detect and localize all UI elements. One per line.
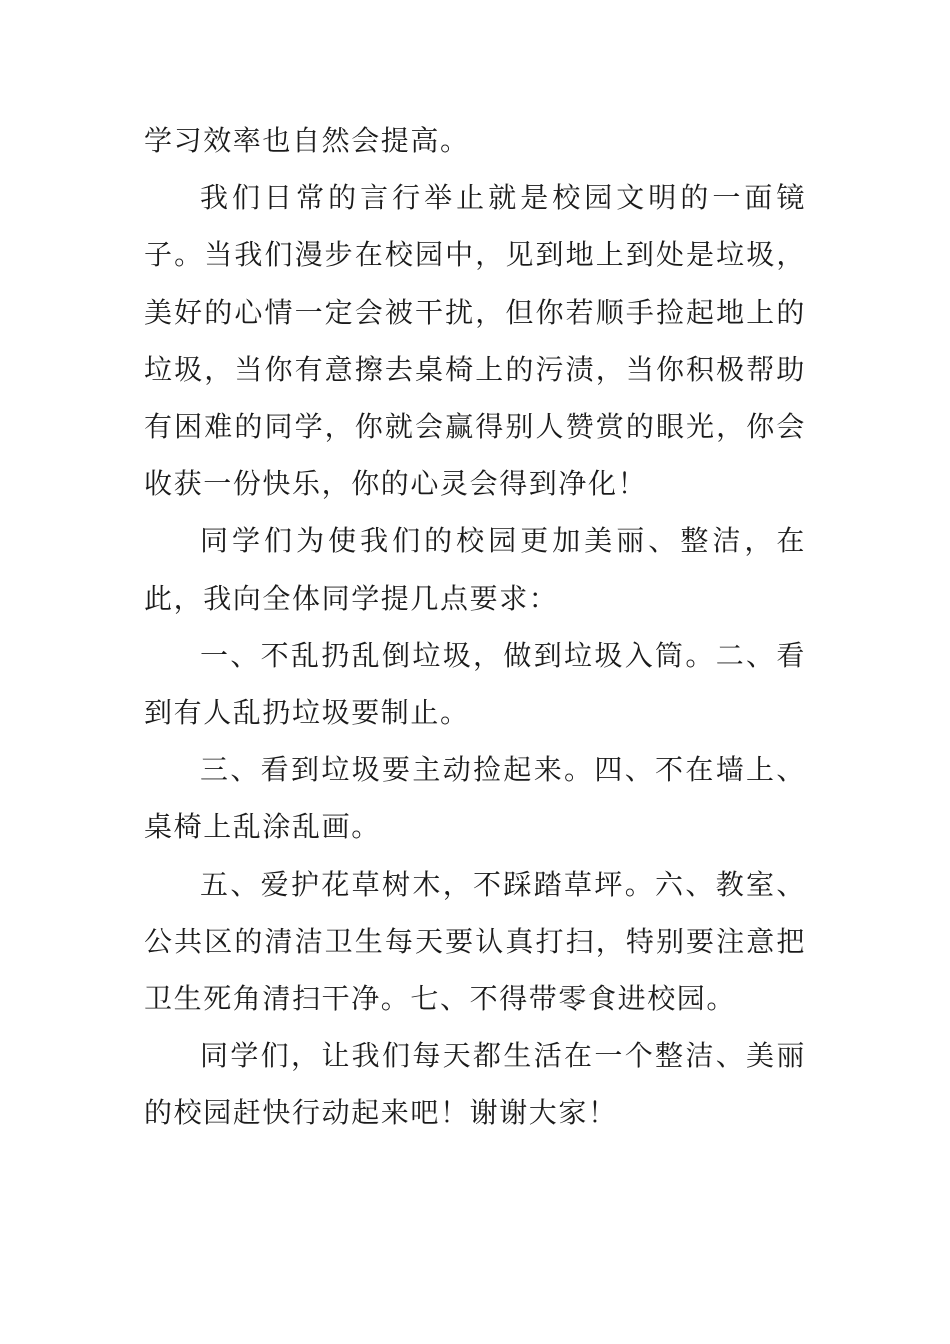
paragraph-continued: 学习效率也自然会提高。 <box>144 124 470 157</box>
paragraph-rules-1-2: 一、不乱扔乱倒垃圾，做到垃圾入筒。二、看到有人乱扔垃圾要制止。 <box>144 638 806 730</box>
paragraph-rules-5-7: 五、爱护花草树木，不踩踏草坪。六、教室、公共区的清洁卫生每天要认真打扫，特别要注意把卫生死角清扫干净。七、不得带零食进校园。 <box>144 867 806 1016</box>
document-body <box>144 112 806 1142</box>
paragraph-rules-3-4: 三、看到垃圾要主动捡起来。四、不在墙上、桌椅上乱涂乱画。 <box>144 753 806 844</box>
paragraph-requirements-intro: 同学们为使我们的校园更加美丽、整洁，在此，我向全体同学提几点要求： <box>144 524 806 615</box>
paragraph-closing: 同学们，让我们每天都生活在一个整洁、美丽的校园赶快行动起来吧！谢谢大家！ <box>144 1039 806 1130</box>
paragraph-campus-civility: 我们日常的言行举止就是校园文明的一面镜子。当我们漫步在校园中，见到地上到处是垃圾，美好的心情一定会被干扰，但你若顺手捡起地上的垃圾，当你有意擦去桌椅上的污渍，当你积极帮助有困难的同学，你就会赢得别人赞赏的眼光，你会收获一份快乐，你的心灵会得到净化！ <box>144 181 806 501</box>
